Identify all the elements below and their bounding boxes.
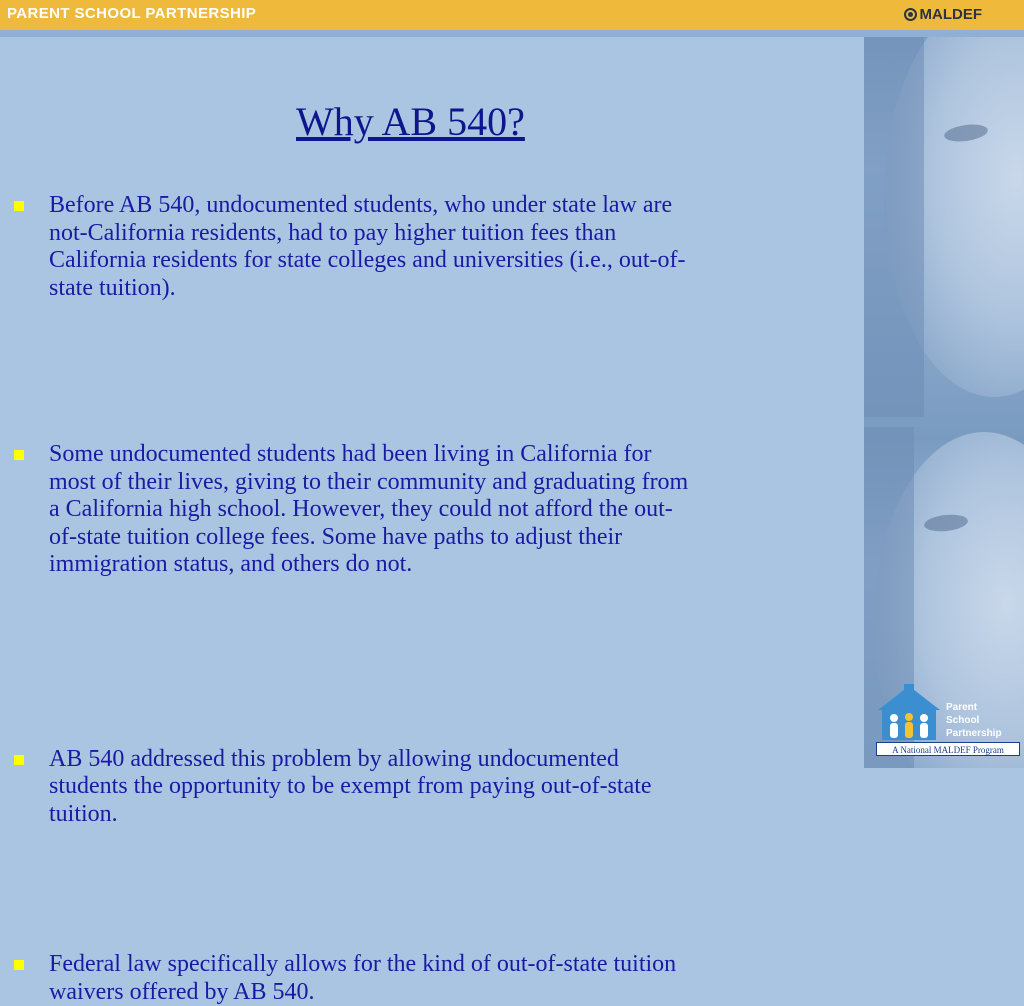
bullet-item	[12, 441, 812, 579]
maldef-emblem-icon	[904, 8, 917, 21]
bullet-square-icon	[14, 960, 24, 970]
bullet-line: not-California residents, had to pay higher tuition fees than	[49, 220, 812, 248]
photo-panel	[864, 37, 1024, 768]
bullet-line: most of their lives, giving to their community and graduating from	[49, 469, 812, 497]
hair-shadow-top	[864, 37, 924, 417]
bullet-line: AB 540 addressed this problem by allowing undocumented	[49, 746, 812, 774]
logo-tagline: A National MALDEF Program	[876, 742, 1020, 756]
bullet-line: Federal law specifically allows for the kind of out-of-state tuition	[49, 951, 812, 979]
bullet-square-icon	[14, 755, 24, 765]
maldef-logo	[904, 6, 983, 23]
program-name: PARENT SCHOOL PARTNERSHIP	[7, 5, 256, 22]
bullet-line: Before AB 540, undocumented students, who under state law are	[49, 192, 812, 220]
logo-wordmark	[946, 701, 1002, 740]
parent-school-partnership-logo	[876, 684, 1022, 758]
top-banner	[0, 0, 1024, 32]
bullet-item	[12, 192, 812, 302]
bullet-square-icon	[14, 450, 24, 460]
bullet-item	[12, 746, 812, 829]
maldef-logo-text: MALDEF	[920, 6, 983, 23]
bullet-line: state tuition).	[49, 275, 812, 303]
bullet-list	[12, 192, 812, 577]
bullet-line: of-state tuition college fees. Some have paths to adjust their	[49, 524, 812, 552]
bullet-line: students the opportunity to be exempt from paying out-of-state	[49, 773, 812, 801]
bullet-line: California residents for state colleges and universities (i.e., out-of-	[49, 247, 812, 275]
bullet-line: a California high school. However, they could not afford the out-	[49, 496, 812, 524]
logo-line-school: School	[946, 714, 1002, 727]
slide-title: Why AB 540?	[296, 98, 525, 145]
logo-line-parent: Parent	[946, 701, 1002, 714]
bullet-item	[12, 951, 812, 1006]
bullet-square-icon	[14, 201, 24, 211]
bullet-line: waivers offered by AB 540.	[49, 979, 812, 1006]
logo-line-partnership: Partnership	[946, 727, 1002, 740]
bullet-line: immigration status, and others do not.	[49, 551, 812, 579]
bullet-line: tuition.	[49, 801, 812, 829]
header-divider	[0, 30, 1024, 37]
bullet-line: Some undocumented students had been living in California for	[49, 441, 812, 469]
schoolhouse-icon	[876, 684, 942, 742]
